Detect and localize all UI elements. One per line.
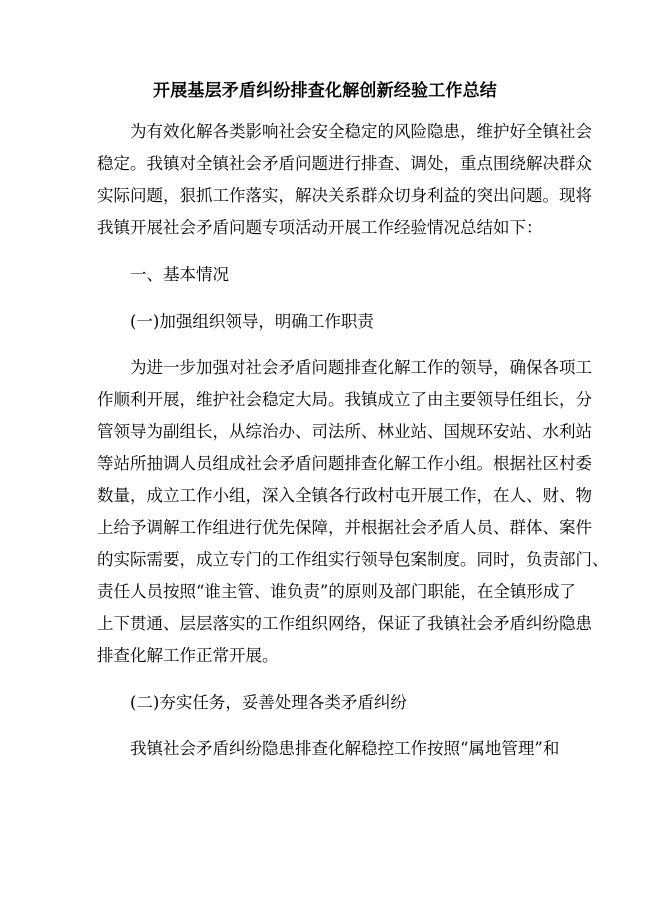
text-line: 我镇社会矛盾纠纷隐患排查化解稳控工作按照“属地管理”和 [130, 739, 560, 759]
text-line: 数量，成立工作小组，深入全镇各行政村屯开展工作，在人、财、物 [97, 486, 592, 506]
text-line: 排查化解工作正常开展。 [97, 645, 279, 665]
text-line: 上下贯通、层层落实的工作组织网络，保证了我镇社会矛盾纠纷隐患 [97, 613, 592, 633]
text-line: 我镇开展社会矛盾问题专项活动开展工作经验情况总结如下： [97, 217, 543, 237]
document-title: 开展基层矛盾纠纷排查化解创新经验工作总结 [153, 81, 497, 101]
text-line: 等站所抽调人员组成社会矛盾问题排查化解工作小组。根据社区村委 [97, 454, 592, 474]
text-line: 管领导为副组长，从综治办、司法所、林业站、国规环安站、水利站 [97, 422, 592, 442]
text-line: 的实际需要，成立专门的工作组实行领导包案制度。同时，负责部门、 [97, 549, 609, 569]
text-line: 为有效化解各类影响社会安全稳定的风险隐患，维护好全镇社会 [130, 122, 592, 141]
document-body [97, 116, 609, 765]
text-line: 作顺利开展，维护社会稳定大局。我镇成立了由主要领导任组长，分 [97, 390, 592, 410]
text-line: 为进一步加强对社会矛盾问题排查化解工作的领导，确保各项工 [130, 358, 592, 378]
text-line: (二)夯实任务，妥善处理各类矛盾纠纷 [130, 692, 407, 712]
text-line: 责任人员按照“谁主管、谁负责”的原则及部门职能，在全镇形成了 [97, 581, 576, 601]
text-line: 稳定。我镇对全镇社会矛盾问题进行排查、调处，重点围绕解决群众 [97, 153, 592, 173]
text-line: (一)加强组织领导，明确工作职责 [130, 311, 374, 331]
text-line: 实际问题，狠抓工作落实，解决关系群众切身利益的突出问题。现将 [97, 185, 592, 205]
text-line: 一、基本情况 [130, 264, 229, 284]
text-line: 上给予调解工作组进行优先保障，并根据社会矛盾人员、群体、案件 [97, 517, 592, 537]
